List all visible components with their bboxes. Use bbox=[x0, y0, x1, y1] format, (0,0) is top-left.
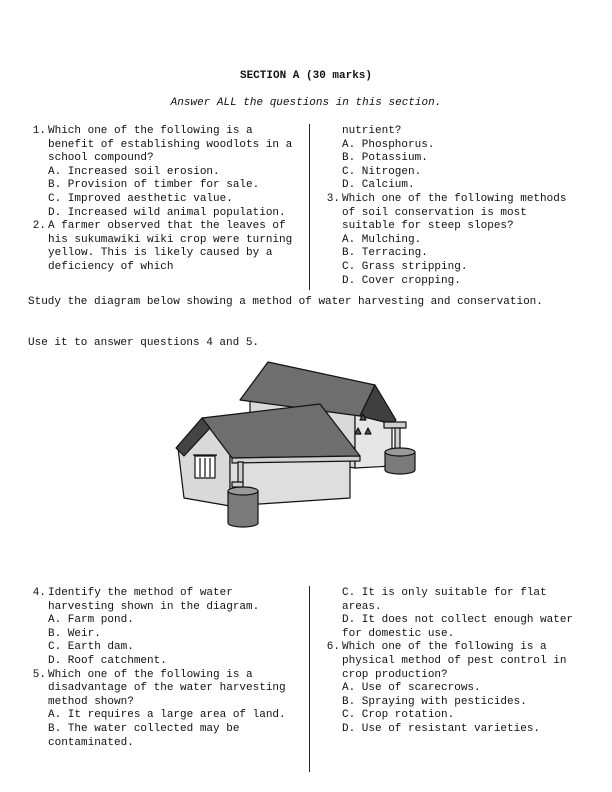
question-2-text: A farmer observed that the leaves of his sukumawiki wiki crop were turning yellow. This is likely caused by a deficiency of which bbox=[48, 220, 293, 273]
roof-catchment-diagram bbox=[170, 358, 420, 533]
block1-left-column bbox=[32, 125, 300, 275]
question-1-text: Which one of the following is a benefit of establishing woodlots in a school compound? bbox=[48, 125, 293, 165]
question-5-option-b: B. The water collected may be contaminated. bbox=[48, 722, 240, 749]
question-1-option-b: B. Provision of timber for sale. bbox=[48, 179, 260, 192]
question-1-option-d: D. Increased wild animal population. bbox=[48, 206, 286, 219]
question-5-number: 5. bbox=[32, 668, 46, 681]
front-tank-body bbox=[228, 491, 258, 523]
front-downpipe bbox=[238, 462, 243, 484]
use-diagram-text: Use it to answer questions 4 and 5. bbox=[28, 337, 260, 349]
question-2-number: 2. bbox=[32, 220, 46, 233]
back-tank-top bbox=[385, 448, 415, 456]
question-1-number: 1. bbox=[32, 125, 46, 137]
question-4-option-b: B. Weir. bbox=[48, 627, 101, 640]
question-6-option-d: D. Use of resistant varieties. bbox=[342, 722, 541, 735]
block2-right-column bbox=[326, 587, 576, 737]
question-5 bbox=[32, 669, 300, 751]
section-instruction: Answer ALL the questions in this section. bbox=[170, 97, 442, 109]
front-pipe-elbow bbox=[232, 482, 243, 487]
question-5-option-d: D. It does not collect enough water for domestic use. bbox=[342, 614, 574, 640]
question-4-option-c: C. Earth dam. bbox=[48, 641, 134, 654]
question-2-option-a: A. Phosphorus. bbox=[342, 138, 435, 151]
question-3-option-a: A. Mulching. bbox=[342, 233, 422, 246]
question-4 bbox=[32, 587, 300, 669]
question-2 bbox=[32, 220, 300, 274]
question-2-option-d: D. Calcium. bbox=[342, 179, 415, 192]
question-3-number: 3. bbox=[326, 192, 340, 205]
back-gutter bbox=[384, 422, 406, 428]
question-6-option-c: C. Crop rotation. bbox=[342, 709, 455, 722]
question-4-option-a: A. Farm pond. bbox=[48, 614, 134, 627]
question-3-option-b: B. Terracing. bbox=[342, 247, 428, 260]
question-3-option-d: D. Cover cropping. bbox=[342, 274, 461, 287]
section-title: SECTION A (30 marks) bbox=[239, 70, 373, 82]
block1-right-column bbox=[326, 125, 576, 288]
question-6-option-b: B. Spraying with pesticides. bbox=[342, 695, 527, 708]
question-1-option-c: C. Improved aesthetic value. bbox=[48, 192, 233, 205]
question-6 bbox=[326, 641, 576, 736]
column-divider-top bbox=[309, 124, 310, 290]
question-2-continuation: nutrient? bbox=[342, 125, 402, 137]
question-5-text: Which one of the following is a disadvantage of the water harvesting method shown? bbox=[48, 668, 286, 708]
question-5-option-a: A. It requires a large area of land. bbox=[48, 709, 286, 722]
question-3-text: Which one of the following methods of soil conservation is most suitable for steep slopes? bbox=[342, 192, 567, 233]
study-diagram-text: Study the diagram below showing a method of water harvesting and conservation. bbox=[28, 296, 543, 308]
question-6-number: 6. bbox=[326, 641, 340, 654]
question-3 bbox=[326, 193, 576, 288]
column-divider-bottom bbox=[309, 586, 310, 772]
question-6-option-a: A. Use of scarecrows. bbox=[342, 682, 481, 695]
question-2-option-b: B. Potassium. bbox=[342, 152, 428, 165]
question-4-option-d: D. Roof catchment. bbox=[48, 654, 167, 667]
question-6-text: Which one of the following is a physical method of pest control in crop production? bbox=[342, 641, 567, 681]
question-1-option-a: A. Increased soil erosion. bbox=[48, 165, 220, 178]
question-4-text: Identify the method of water harvesting shown in the diagram. bbox=[48, 587, 260, 613]
question-4-number: 4. bbox=[32, 587, 46, 599]
question-2-option-c: C. Nitrogen. bbox=[342, 165, 422, 178]
question-5-option-c: C. It is only suitable for flat areas. bbox=[342, 587, 547, 613]
block2-left-column bbox=[32, 587, 300, 750]
question-1 bbox=[32, 125, 300, 220]
front-tank-top bbox=[228, 487, 258, 495]
question-3-option-c: C. Grass stripping. bbox=[342, 260, 468, 273]
